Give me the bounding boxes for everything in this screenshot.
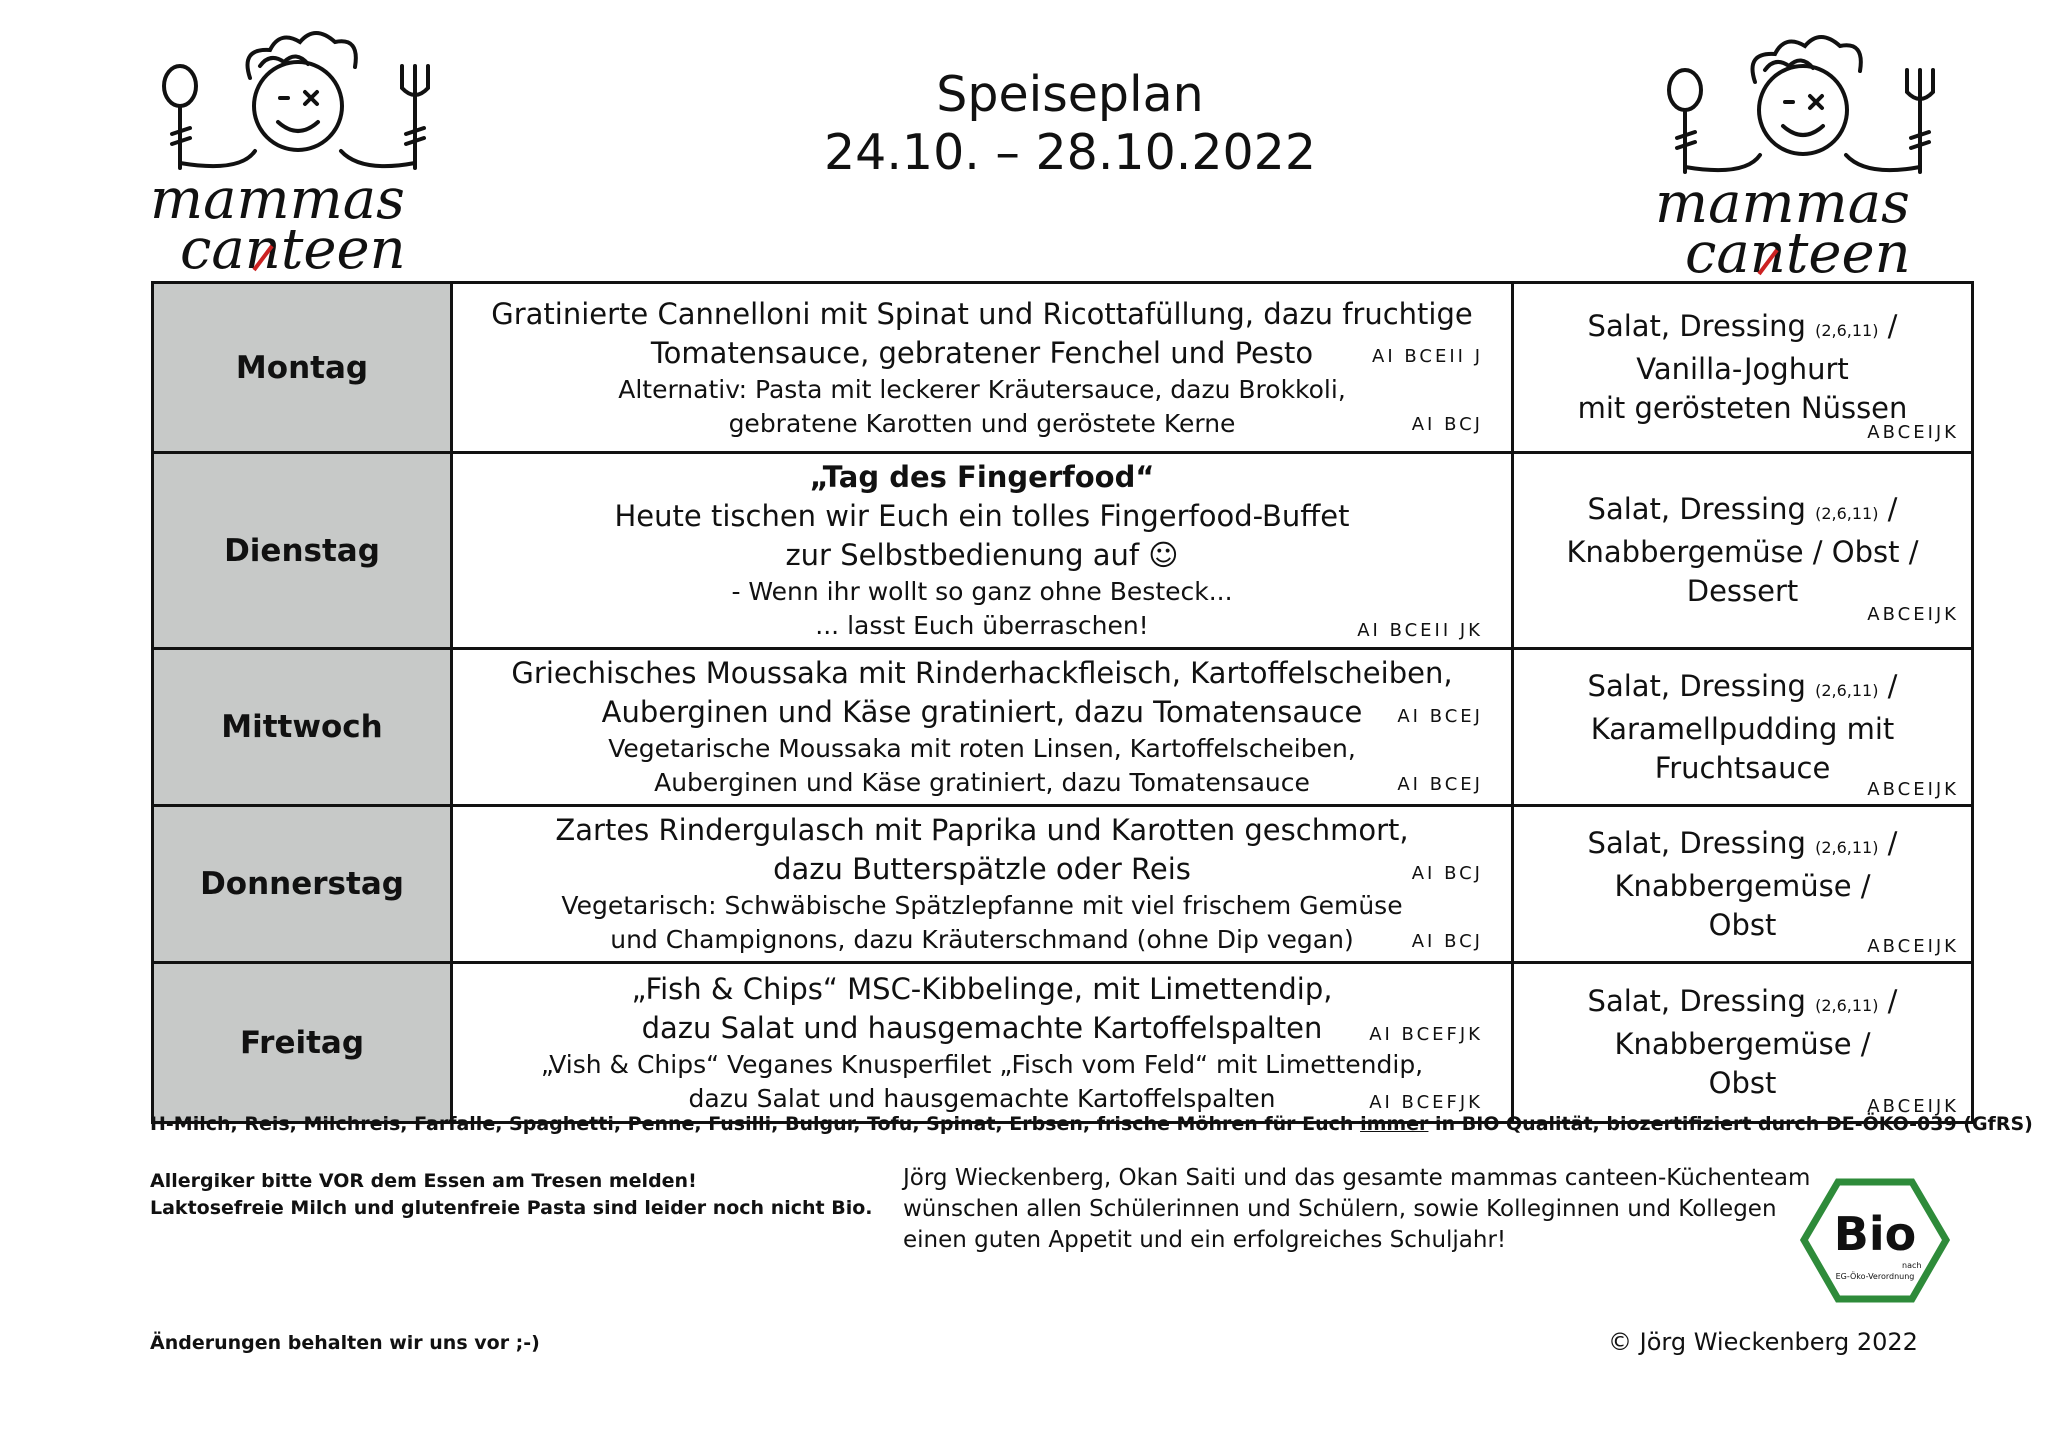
page-title: Speiseplan (936, 66, 1204, 123)
bio-note-text: H-Milch, Reis, Milchreis, Farfalle, Spaghetti, Penne, Fusilli, Bulgur, Tofu, Spinat, Erbsen, frische Möhren für Euch (150, 1113, 1361, 1135)
menu-row-dienstag (153, 453, 1973, 649)
allergen-code: ABCEIJK (1867, 1096, 1959, 1117)
allergen-code: AI BCEJ (1397, 706, 1483, 727)
main-dish-line: dazu Butterspätzle oder Reis (773, 852, 1191, 886)
menu-row-donnerstag (153, 806, 1973, 963)
side-dish-line: Obst (1708, 907, 1777, 942)
main-dish-line: Tomatensauce, gebratener Fenchel und Pesto (650, 335, 1314, 370)
side-dish-cell: Salat, Dressing (2,6,11) / Knabbergemüse / Obst / Dessert ABCEIJK (1513, 453, 1973, 649)
allergen-code: AI BCEFJK (1369, 1024, 1483, 1045)
allergen-code: ABCEIJK (1867, 604, 1959, 625)
alternative-line: Auberginen und Käse gratiniert, dazu Tomatensauce (654, 768, 1310, 797)
greeting-line: wünschen allen Schülerinnen und Schülern, sowie Kolleginnen und Kollegen (903, 1196, 1777, 1222)
menu-row-montag (153, 283, 1973, 453)
main-dish-line: dazu Salat und hausgemachte Kartoffelspalten (641, 1010, 1323, 1045)
bio-note-emphasis: immer (1360, 1113, 1429, 1135)
bio-note-text: in BIO Qualität, biozertifiziert durch DE-ÖKO-039 (GfRS) (1428, 1113, 2033, 1135)
alternative-line: Alternativ: Pasta mit leckerer Kräutersauce, dazu Brokkoli, (618, 374, 1346, 404)
mammas-canteen-logo-left (150, 28, 450, 273)
main-dish-line: „Fish & Chips“ MSC-Kibbelinge, mit Limettendip, (631, 971, 1333, 1006)
allergy-note-line: Allergiker bitte VOR dem Essen am Tresen melden! (150, 1170, 697, 1192)
side-dish-line: Salat, Dressing (1587, 984, 1806, 1018)
side-dish-line: Vanilla-Joghurt (1636, 352, 1849, 386)
side-dish-line: Karamellpudding mit (1590, 711, 1895, 746)
allergen-code: AI BCEJ (1397, 774, 1483, 795)
main-dish-line: zur Selbstbedienung auf ☺ (785, 538, 1179, 572)
allergy-notes (150, 1168, 873, 1222)
allergen-code: ABCEIJK (1867, 779, 1959, 800)
header (620, 66, 1520, 182)
allergen-code: ABCEIJK (1867, 936, 1959, 957)
side-dish-line: Knabbergemüse / (1614, 868, 1871, 903)
additive-refs: (2,6,11) (1815, 837, 1879, 857)
side-dish-line: Salat, Dressing (1587, 309, 1806, 343)
main-dish-line: Gratinierte Cannelloni mit Spinat und Ricottafüllung, dazu fruchtige (491, 296, 1473, 331)
additive-refs: (2,6,11) (1815, 680, 1879, 700)
additive-refs: (2,6,11) (1815, 504, 1879, 523)
day-label: Montag (153, 283, 452, 453)
allergen-code: AI BCEFJK (1369, 1092, 1483, 1113)
alternative-line: „Vish & Chips“ Veganes Knusperfilet „Fisch vom Feld“ mit Limettendip, (540, 1049, 1424, 1079)
side-dish-line: Knabbergemüse / Obst / (1566, 535, 1919, 569)
menu-row-mittwoch (153, 649, 1973, 806)
main-dish-cell (452, 649, 1513, 806)
side-dish-cell: Salat, Dressing (2,6,11) / Knabbergemüse / Obst ABCEIJK (1513, 963, 1973, 1123)
date-range: 24.10. – 28.10.2022 (823, 124, 1317, 181)
side-dish-line: Knabbergemüse / (1614, 1027, 1871, 1061)
alternative-line: und Champignons, dazu Kräuterschmand (ohne Dip vegan) (610, 925, 1354, 954)
main-dish-line: Griechisches Moussaka mit Rinderhackfleisch, Kartoffelscheiben, (511, 656, 1453, 690)
greeting-line: Jörg Wieckenberg, Okan Saiti und das gesamte mammas canteen-Küchenteam (903, 1165, 1811, 1191)
day-label: Freitag (153, 963, 452, 1123)
alternative-line: - Wenn ihr wollt so ganz ohne Besteck... (731, 577, 1233, 606)
side-dish-line: Obst (1708, 1066, 1777, 1100)
bio-quality-note (150, 1113, 2033, 1135)
allergen-code: AI BCJ (1411, 863, 1483, 884)
main-dish-line: Heute tischen wir Euch ein tolles Fingerfood-Buffet (614, 499, 1350, 533)
side-dish-line: Dessert (1686, 574, 1799, 608)
alternative-line: Vegetarische Moussaka mit roten Linsen, Kartoffelscheiben, (608, 734, 1356, 763)
alternative-line: Vegetarisch: Schwäbische Spätzlepfanne mit viel frischem Gemüse (561, 891, 1403, 920)
side-dish-line: Fruchtsauce (1654, 750, 1831, 785)
alternative-line: gebratene Karotten und geröstete Kerne (728, 408, 1236, 438)
side-dish-cell: Salat, Dressing (2,6,11) / Vanilla-Joghurt mit gerösteten Nüssen ABCEIJK (1513, 283, 1973, 453)
allergen-code: AI BCEII JK (1357, 620, 1483, 641)
allergy-note-line: Laktosefreie Milch und glutenfreie Pasta sind leider noch nicht Bio. (150, 1197, 873, 1219)
bio-seal-icon (1800, 1178, 1950, 1307)
side-dish-line: Salat, Dressing (1587, 668, 1806, 703)
main-dish-line: Zartes Rindergulasch mit Paprika und Karotten geschmort, (555, 813, 1409, 847)
bio-seal-sub: EG-Öko-Verordnung (1835, 1272, 1915, 1281)
side-dish-cell: Salat, Dressing (2,6,11) / Knabbergemüse / Obst ABCEIJK (1513, 806, 1973, 963)
side-dish-line: mit gerösteten Nüssen (1577, 391, 1908, 425)
main-dish-line: Auberginen und Käse gratiniert, dazu Tomatensauce (601, 695, 1363, 729)
bio-seal-text: Bio (1833, 1207, 1917, 1261)
allergen-code: ABCEIJK (1867, 422, 1959, 443)
main-dish-cell (452, 963, 1513, 1123)
allergen-code: AI BCEII J (1372, 346, 1483, 367)
footer-disclaimer: Änderungen behalten wir uns vor ;-) (150, 1332, 540, 1354)
alternative-line: dazu Salat und hausgemachte Kartoffelspalten (688, 1083, 1276, 1113)
logo-word-mammas: mammas (150, 167, 405, 232)
allergen-code: AI BCJ (1411, 931, 1483, 952)
day-label: Dienstag (153, 453, 452, 649)
menu-table (151, 281, 1974, 1124)
day-label: Donnerstag (153, 806, 452, 963)
main-dish-cell (452, 453, 1513, 649)
side-dish-line: Salat, Dressing (1587, 825, 1806, 860)
logo-word-mammas: mammas (1655, 171, 1910, 236)
alternative-line: ... lasst Euch überraschen! (815, 611, 1149, 640)
additive-refs: (2,6,11) (1815, 321, 1879, 340)
main-dish-line: „Tag des Fingerfood“ (809, 460, 1155, 494)
day-label: Mittwoch (153, 649, 452, 806)
menu-row-freitag (153, 963, 1973, 1123)
logo-word-canteen: canteen (1685, 221, 1911, 277)
logo-word-canteen: canteen (180, 217, 406, 273)
greeting-notes (903, 1163, 1810, 1256)
additive-refs: (2,6,11) (1815, 996, 1879, 1015)
greeting-line: einen guten Appetit und ein erfolgreiches Schuljahr! (903, 1227, 1507, 1253)
footer-copyright: © Jörg Wieckenberg 2022 (1608, 1328, 1918, 1356)
bio-seal-sub: nach (1902, 1261, 1922, 1270)
side-dish-line: Salat, Dressing (1587, 492, 1806, 526)
main-dish-cell (452, 806, 1513, 963)
main-dish-cell (452, 283, 1513, 453)
mammas-canteen-logo-right (1655, 32, 1955, 277)
side-dish-cell: Salat, Dressing (2,6,11) / Karamellpudding mit Fruchtsauce ABCEIJK (1513, 649, 1973, 806)
allergen-code: AI BCJ (1411, 414, 1483, 435)
